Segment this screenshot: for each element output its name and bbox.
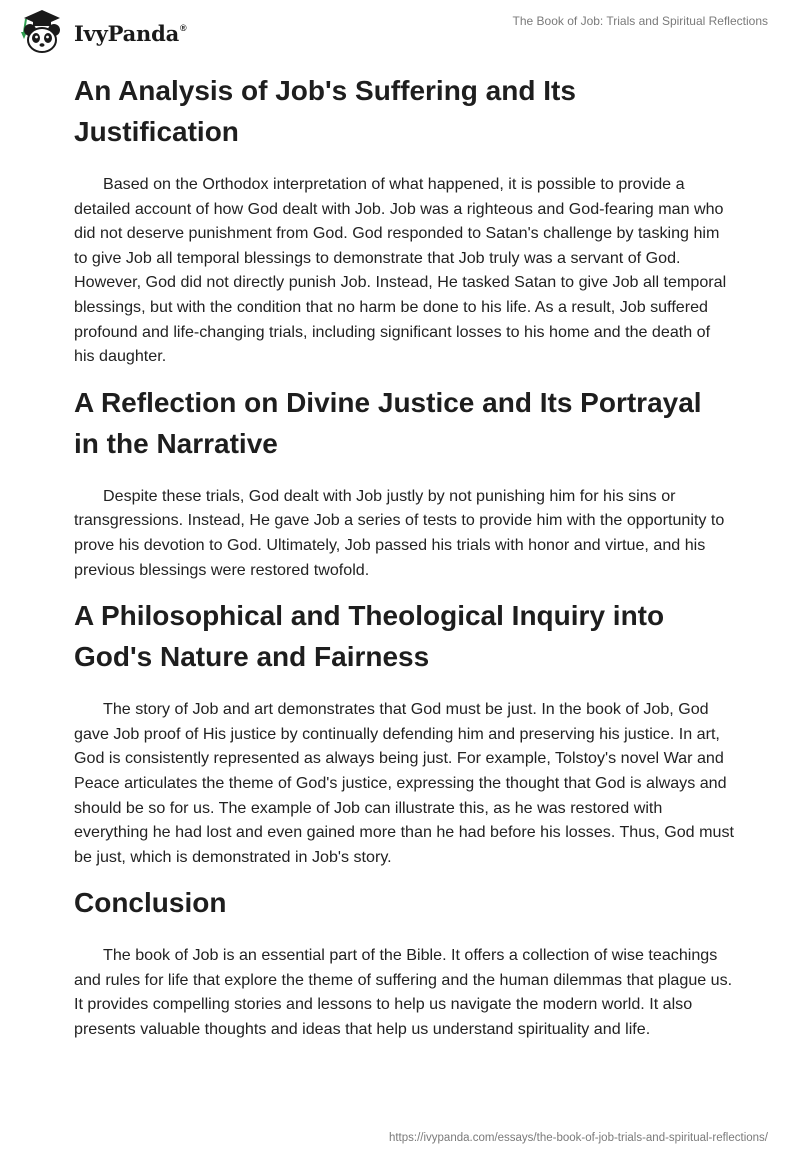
registered-mark: ®: [180, 22, 187, 33]
section-paragraph: The book of Job is an essential part of the Bible. It offers a collection of wise teachings and rules for life that explore the theme of suffering and the human dilemmas that plague us. It provides compelling stories and lessons to help us navigate the modern world. It also presents valuable thoughts and ideas that help us understand spirituality and life.: [74, 946, 733, 1039]
section-heading: An Analysis of Job's Suffering and Its Justification: [74, 75, 576, 147]
section-paragraph: The story of Job and art demonstrates that God must be just. In the book of Job, God gave Job proof of His justice by continually defending him and preserving his justice. In art, God is consistently represented as always being just. For example, Tolstoy's novel War and Peace articulates the theme of God's justice, expressing the thought that God is always and should be so for us. The example of Job can illustrate this, as he was restored with everything he had lost and even gained more than he had before his losses. Thus, God must be just, which is demonstrated in Job's story.: [74, 700, 734, 866]
ivypanda-logo[interactable]: [14, 8, 186, 56]
section-paragraph: Based on the Orthodox interpretation of what happened, it is possible to provide a detailed account of how God dealt with Job. Job was a righteous and God-fearing man who did not deserve punishment from God. God responded to Satan's challenge by tasking him to give Job all temporal blessings to demonstrate that Job truly was a servant of God. However, God did not directly punish Job. Instead, He tasked Satan to give Job all temporal blessings, but with the condition that no harm be done to his life. As a result, Job suffered profound and life-changing trials, including significant losses to his home and the death of his daughter.: [74, 175, 727, 366]
page-header: [0, 0, 800, 70]
logo-wordmark: [74, 21, 186, 46]
section-heading: Conclusion: [74, 887, 227, 919]
section-paragraph: Despite these trials, God dealt with Job justly by not punishing him for his sins or transgressions. Instead, He gave Job a series of tests to provide him with the opportunity to prove his devotion to God. Ultimately, Job passed his trials with honor and virtue, and his previous blessings were restored twofold.: [74, 486, 725, 579]
document-title: The Book of Job: Trials and Spiritual Reflections: [512, 14, 768, 28]
brand-name: IvyPanda: [74, 20, 180, 46]
section-heading: A Reflection on Divine Justice and Its Portrayal in the Narrative: [74, 386, 702, 459]
essay-body: [74, 70, 734, 1055]
panda-graduation-cap-icon: [14, 8, 70, 56]
section-heading: A Philosophical and Theological Inquiry into God's Nature and Fairness: [74, 600, 665, 673]
source-url-link[interactable]: https://ivypanda.com/essays/the-book-of-job-trials-and-spiritual-reflections/: [388, 1132, 768, 1144]
section-conclusion: [74, 882, 734, 1041]
section-divine-justice: [74, 382, 734, 582]
section-analysis: [74, 70, 734, 369]
section-philosophical-inquiry: [74, 595, 734, 869]
